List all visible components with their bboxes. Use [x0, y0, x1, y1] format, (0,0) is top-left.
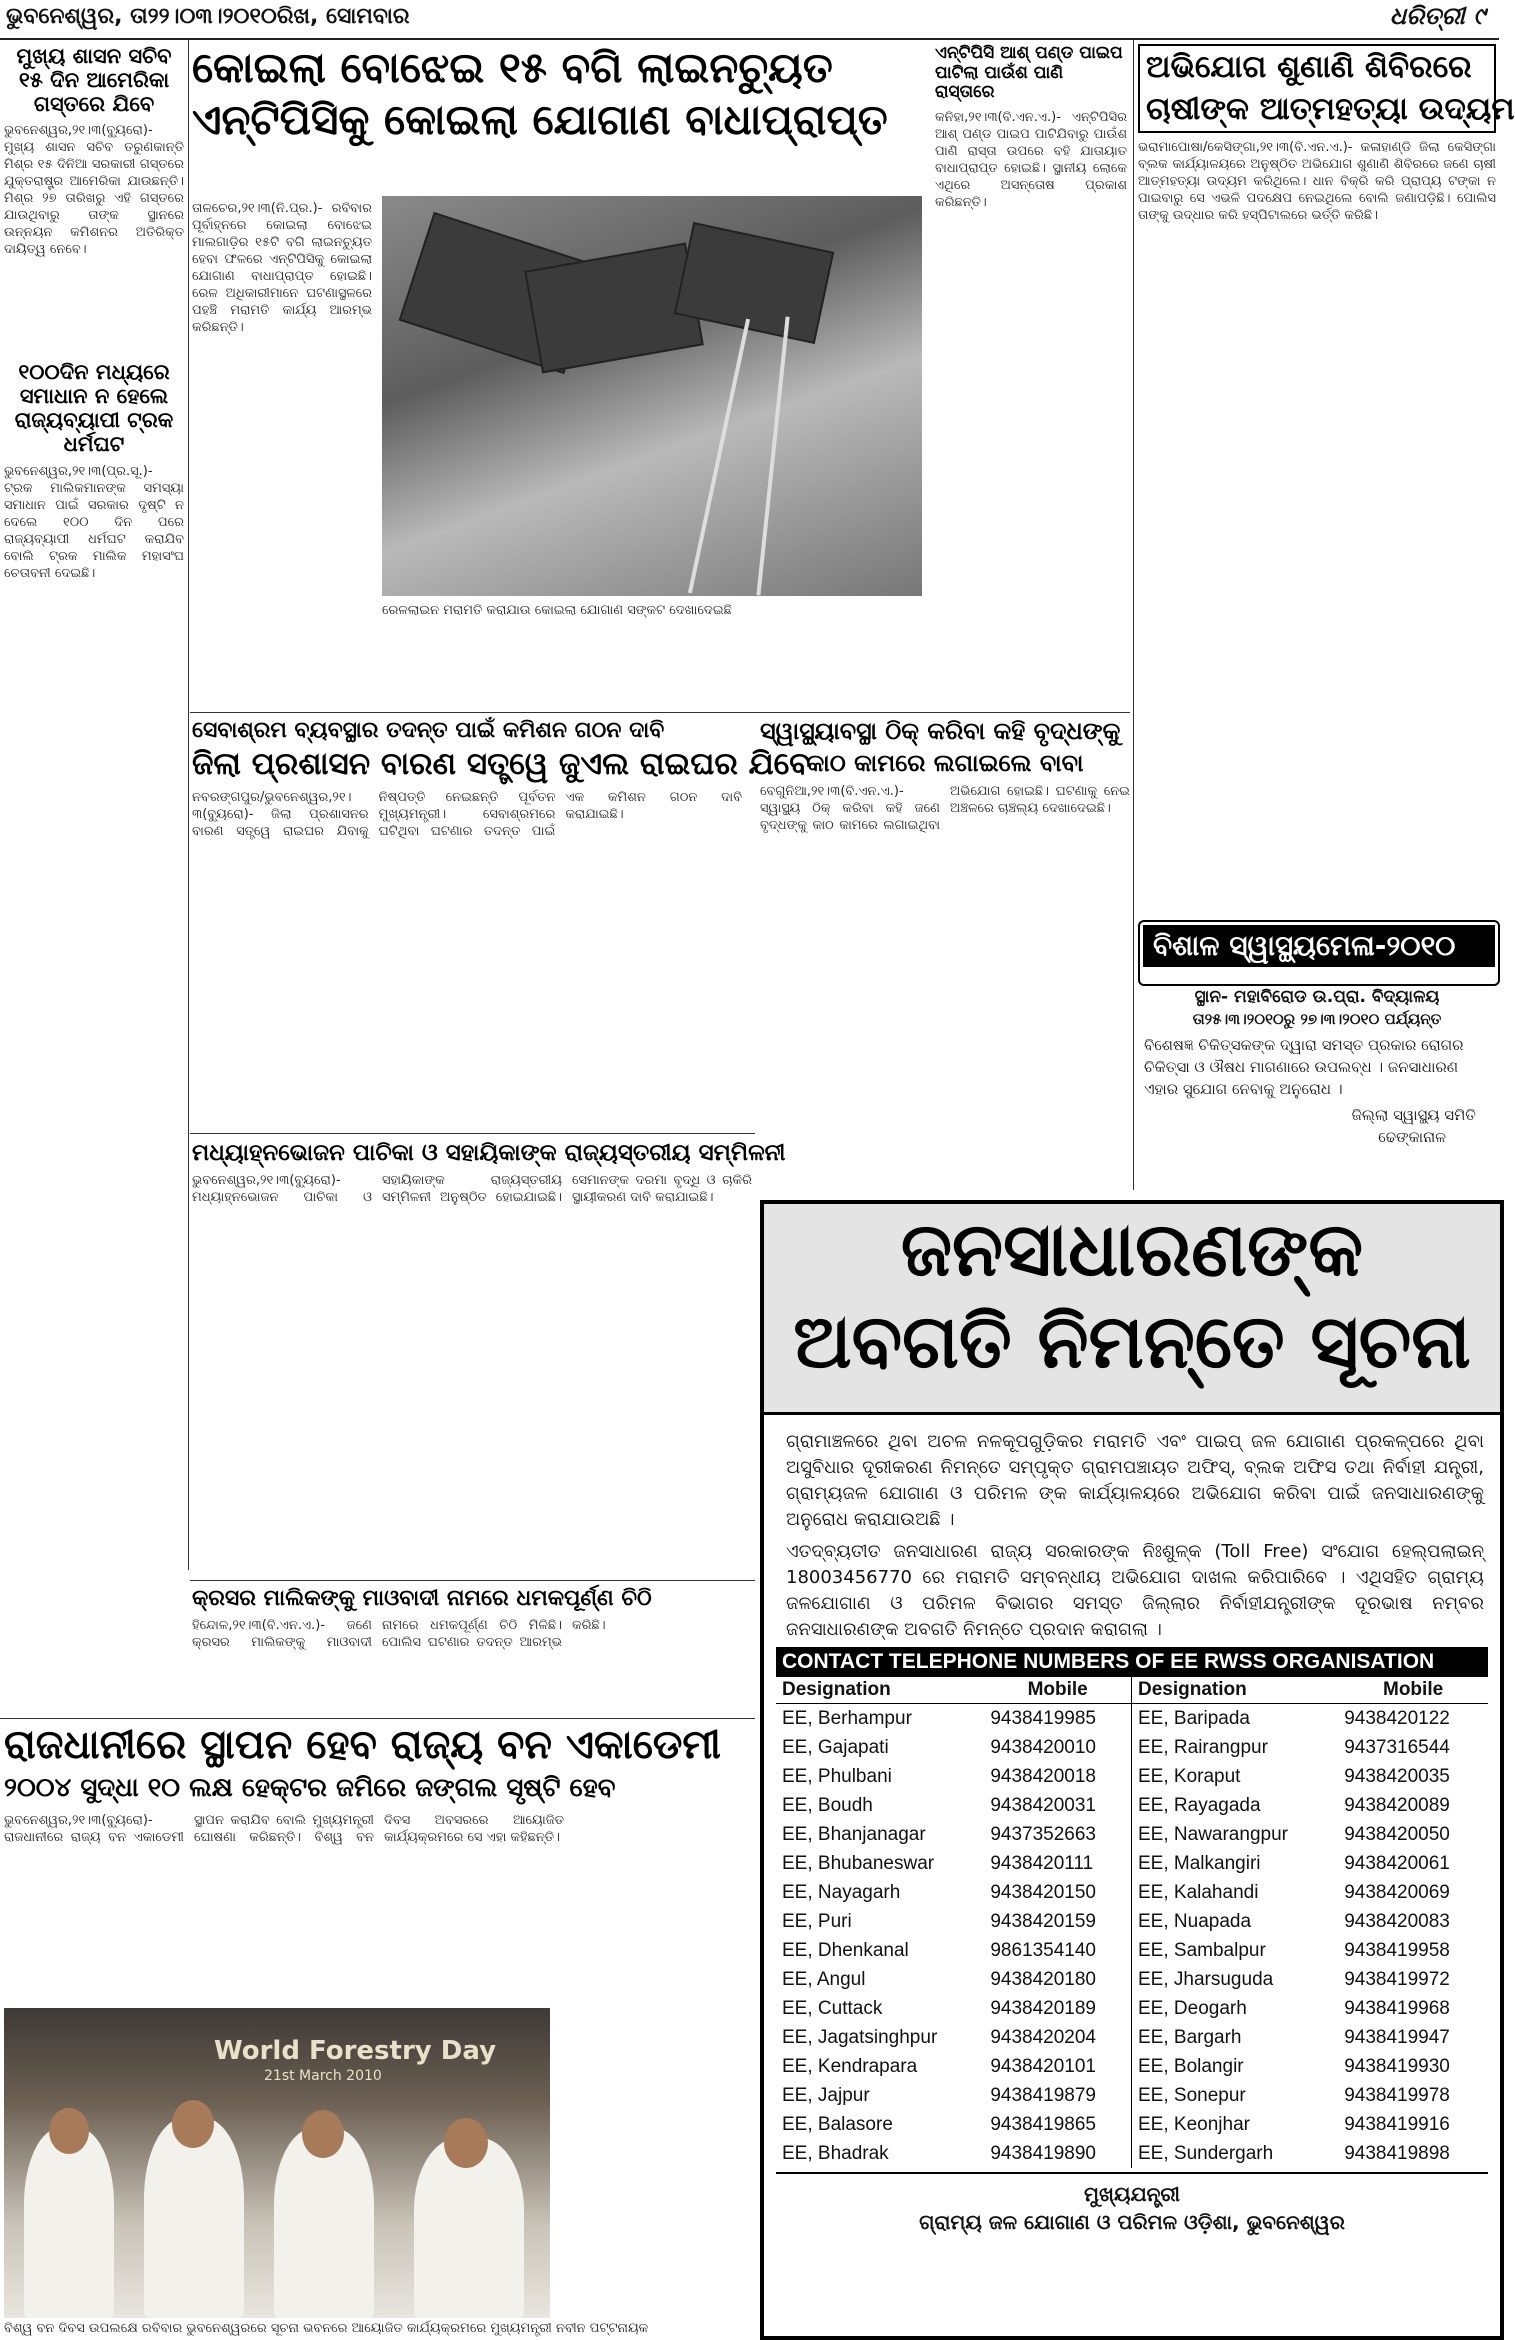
mobile-cell: 9438419890: [990, 2142, 1096, 2164]
table-row: [1132, 1936, 1488, 1965]
designation-cell: EE, Angul: [782, 1968, 866, 1990]
designation-cell: EE, Phulbani: [782, 1765, 892, 1787]
article-body: କନିହା,୨୧।୩(ବି.ଏନ.ଏ.)- ଏନ୍‌ଟିପିସିର ଆଶ୍‌ ପଣ୍ଡ ପାଇପ ପାଟିଯିବାରୁ ପାଉଁଶ ପାଣି ରାସ୍ତା ଉପରେ ବହି ଯାତାୟାତ ବାଧାପ୍ରାପ୍ତ ହୋଇଛି। ସ୍ଥାନୀୟ ଲୋକେ ଏଥିରେ ଅସନ୍ତୋଷ ପ୍ରକାଶ କରିଛନ୍ତି।: [935, 109, 1127, 210]
mobile-cell: 9861354140: [990, 1939, 1096, 1961]
mobile-cell: 9438419972: [1344, 1968, 1450, 1990]
article-headline: ମୁଖ୍ୟ ଶାସନ ସଚିବ ୧୫ ଦିନ ଆମେରିକା ଗସ୍ତରେ ଯିବେ: [16, 44, 172, 117]
article-truck-strike: [4, 360, 184, 1553]
table-row: [776, 1762, 1132, 1791]
section-rule: [190, 712, 1130, 713]
mobile-cell: 9437316544: [1344, 1736, 1450, 1758]
notice-paragraph-2: ଏତଦ୍‌ବ୍ୟତୀତ ଜନସାଧାରଣ ରାଜ୍ୟ ସରକାରଙ୍କ ନିଃଶୁଳ୍କ (Toll Free) ସଂଯୋଗ ହେଲ୍‌ପଲାଇନ୍ 18003456770 ରେ ମରାମତି ସମ୍ବନ୍ଧୀୟ ଅଭିଯୋଗ ଦାଖଲ କରିପାରିବେ । ଏଥିସହିତ ଗ୍ରାମ୍ୟ ଜଳଯୋଗାଣ ଓ ପରିମଳ ବିଭାଗର ସମସ୍ତ ଜିଲ୍ଲାର ନିର୍ବାହୀଯନ୍ତ୍ରୀଙ୍କ ଦୂରଭାଷ ନମ୍ବର ଜନସାଧାରଣଙ୍କ ଅବଗତି ନିମନ୍ତେ ପ୍ରଦାନ କରାଗଲା ।: [786, 1541, 1484, 1640]
mobile-cell: 9438420150: [990, 1881, 1096, 1903]
mobile-cell: 9438419879: [990, 2084, 1096, 2106]
article-body: ଭୁବନେଶ୍ୱର,୨୧।୩(ବ୍ୟୁରୋ)- ରାଜଧାନୀରେ ରାଜ୍ୟ ବନ ଏକାଡେମୀ ସ୍ଥାପନ କରାଯିବ ବୋଲି ମୁଖ୍ୟମନ୍ତ୍ରୀ ଘୋଷଣା କରିଛନ୍ତି। ବିଶ୍ୱ ବନ ଦିବସ ଅବସରରେ ଆୟୋଜିତ କାର୍ଯ୍ୟକ୍ରମରେ ସେ ଏହା କହିଛନ୍ତି।: [4, 1812, 564, 1845]
section-rule: [190, 1133, 755, 1134]
mobile-cell: 9438420031: [990, 1794, 1096, 1816]
designation-cell: EE, Dhenkanal: [782, 1939, 909, 1961]
article-ash-pipe: [935, 44, 1127, 709]
designation-cell: EE, Koraput: [1138, 1765, 1241, 1787]
article-body: ଭରାମାପୋଷା/କେସିଙ୍ଗା,୨୧।୩(ବି.ଏନ.ଏ.)- କଳାହାଣ୍ଡି ଜିଲା କେସିଙ୍ଗା ବ୍ଲକ କାର୍ଯ୍ୟାଳୟରେ ଅନୁଷ୍ଠିତ ଅଭିଯୋଗ ଶୁଣାଣି ଶିବିରରେ ଜଣେ ଚାଷୀ ଆତ୍ମହତ୍ୟା ଉଦ୍ୟମ କରିଥିଲେ। ଧାନ ବିକ୍ରି କରି ପ୍ରାପ୍ୟ ଟଙ୍କା ନ ପାଇବାରୁ ସେ ଏଭଳି ପଦକ୍ଷେପ ନେଇଥିଲେ ବୋଲି ଜଣାପଡ଼ିଛି। ପୋଲିସ ତାଙ୍କୁ ଉଦ୍ଧାର କରି ହସ୍ପିଟାଲରେ ଭର୍ତ୍ତି କରିଛି।: [1138, 140, 1496, 224]
mobile-cell: 9438419978: [1344, 2084, 1450, 2106]
designation-cell: EE, Nayagarh: [782, 1881, 901, 1903]
mobile-cell: 9438419930: [1344, 2055, 1450, 2077]
mobile-cell: 9438420122: [1344, 1707, 1450, 1729]
article-farmer-suicide-attempt: [1138, 44, 1515, 839]
designation-cell: EE, Jagatsinghpur: [782, 2026, 938, 2048]
table-row: [776, 2023, 1132, 2052]
designation-cell: EE, Nawarangpur: [1138, 1823, 1288, 1845]
designation-cell: EE, Bhanjanagar: [782, 1823, 926, 1845]
table-row: [1132, 1849, 1488, 1878]
table-row: [776, 1733, 1132, 1762]
mobile-cell: 9438420035: [1344, 1765, 1450, 1787]
health-fair-venue: ସ୍ଥାନ- ମହାବିରୋଡ ଉ.ପ୍ରା. ବିଦ୍ୟାଳୟ: [1194, 987, 1440, 1007]
article-headline: ଏନ୍‌ଟିପିସି ଆଶ୍‌ ପଣ୍ଡ ପାଇପ ପାଟିଲା ପାଉଁଶ ପାଣି ରାସ୍ତାରେ: [935, 43, 1123, 103]
table-row: [1132, 2139, 1488, 2168]
table-row: [1132, 1733, 1488, 1762]
article-cs-visit: [4, 44, 184, 322]
column-rule: [188, 40, 189, 1570]
date-line: ଭୁବନେଶ୍ୱର, ତା୨୨।୦୩।୨୦୧୦ରିଖ, ସୋମବାର: [6, 4, 410, 29]
photo-caption: ବିଶ୍ୱ ବନ ଦିବସ ଉପଲକ୍ଷେ ରବିବାର ଭୁବନେଶ୍ୱରରେ ସୂଚନା ଭବନରେ ଆୟୋଜିତ କାର୍ଯ୍ୟକ୍ରମରେ ମୁଖ୍ୟମନ୍ତ୍ରୀ ନବୀନ ପଟ୍ଟନାୟକ: [4, 2321, 649, 2336]
mobile-cell: 9438419968: [1344, 1997, 1450, 2019]
designation-cell: EE, Sambalpur: [1138, 1939, 1266, 1961]
designation-cell: EE, Rayagada: [1138, 1794, 1261, 1816]
article-headline: କ୍ରସର ମାଲିକଙ୍କୁ ମାଓବାଦୀ ନାମରେ ଧମକପୂର୍ଣ୍ଣ ଚିଠି: [192, 1586, 652, 1611]
article-body: ହିନ୍ଦୋଳ,୨୧।୩(ବି.ଏନ.ଏ.)- ଜଣେ କ୍ରସର ମାଲିକଙ୍କୁ ମାଓବାଦୀ ନାମରେ ଧମକପୂର୍ଣ୍ଣ ଚିଠି ମିଳିଛି। ପୋଲିସ ଘଟଣାର ତଦନ୍ତ ଆରମ୍ଭ କରିଛି।: [192, 1618, 606, 1651]
article-coal-derail: [192, 44, 927, 145]
table-row: [776, 2139, 1132, 2168]
mobile-cell: 9438420111: [990, 1852, 1094, 1874]
article-body: ଭୁବନେଶ୍ୱର,୨୧।୩(ବ୍ୟୁରୋ)- ମଧ୍ୟାହ୍ନଭୋଜନ ପାଚିକା ଓ ସହାୟିକାଙ୍କ ରାଜ୍ୟସ୍ତରୀୟ ସମ୍ମିଳନୀ ଅନୁଷ୍ଠିତ ହୋଇଯାଇଛି। ସେମାନଙ୍କ ଦରମା ବୃଦ୍ଧି ଓ ଚାକିରି ସ୍ଥାୟୀକରଣ ଦାବି କରାଯାଇଛି।: [192, 1173, 752, 1206]
designation-cell: EE, Berhampur: [782, 1707, 912, 1729]
forestry-day-banner-date: 21st March 2010: [264, 2068, 382, 2084]
article-subheadline: ୨୦୦୪ ସୁଦ୍ଧା ୧୦ ଲକ୍ଷ ହେକ୍ଟର ଜମିରେ ଜଙ୍ଗଲ ସୃଷ୍ଟି ହେବ: [4, 1773, 616, 1803]
health-fair-notice: [1138, 920, 1500, 986]
table-row: [1132, 2052, 1488, 2081]
table-row: [776, 1704, 1132, 1734]
designation-cell: EE, Malkangiri: [1138, 1852, 1261, 1874]
article-body: ଭୁବନେଶ୍ୱର,୨୧।୩(ବ୍ୟୁରୋ)- ମୁଖ୍ୟ ଶାସନ ସଚିବ ତରୁଣକାନ୍ତି ମିଶ୍ର ୧୫ ଦିନିଆ ସରକାରୀ ଗସ୍ତରେ ଯୁକ୍ତରାଷ୍ଟ୍ର ଆମେରିକା ଯାଉଛନ୍ତି। ମିଶ୍ର ୨୭ ତାରିଖରୁ ଏହି ଗସ୍ତରେ ଯାଉଥିବାରୁ ତାଙ୍କ ସ୍ଥାନରେ ଉନ୍ନୟନ କମିଶନର ଅତିରିକ୍ତ ଦାୟିତ୍ୱ ନେବେ।: [4, 123, 184, 258]
mobile-cell: 9438420101: [990, 2055, 1096, 2077]
table-row: [776, 1965, 1132, 1994]
designation-cell: EE, Keonjhar: [1138, 2113, 1250, 2135]
table-row: [776, 1878, 1132, 1907]
health-fair-dates: ତା୨୫।୩।୨୦୧୦ରୁ ୨୭।୩।୨୦୧୦ ପର୍ଯ୍ୟନ୍ତ: [1192, 1010, 1442, 1028]
mobile-cell: 9438420069: [1344, 1881, 1450, 1903]
section-rule: [0, 1718, 755, 1719]
designation-cell: EE, Puri: [782, 1910, 852, 1932]
table-row: [1132, 1791, 1488, 1820]
designation-cell: EE, Balasore: [782, 2113, 893, 2135]
table-row: [1132, 1820, 1488, 1849]
health-fair-note: ବିଶେଷଜ୍ଞ ଚିକିତ୍ସକଙ୍କ ଦ୍ୱାରା ସମସ୍ତ ପ୍ରକାର ରୋଗର ଚିକିତ୍ସା ଓ ଔଷଧ ମାଗଣାରେ ଉପଲବ୍ଧ । ଜନସାଧାରଣ ଏହାର ସୁଯୋଗ ନେବାକୁ ଅନୁରୋଧ ।: [1144, 1036, 1464, 1098]
public-notice-advertisement: [760, 1200, 1504, 2340]
mobile-cell: 9438420083: [1344, 1910, 1450, 1932]
notice-title-block: [764, 1204, 1500, 1415]
mobile-cell: 9438420018: [990, 1765, 1096, 1787]
health-fair-signature: ଜିଲ୍ଲା ସ୍ୱାସ୍ଥ୍ୟ ସମିତି: [1351, 1106, 1476, 1124]
health-fair-details: [1138, 986, 1496, 1186]
table-row: [776, 1849, 1132, 1878]
notice-paragraph-1: ଗ୍ରାମାଞ୍ଚଳରେ ଥିବା ଅଚଳ ନଳକୂପଗୁଡ଼ିକର ମରାମତି ଏବଂ ପାଇପ୍ ଜଳ ଯୋଗାଣ ପ୍ରକଳ୍ପରେ ଥିବା ଅସୁବିଧାର ଦୂରୀକରଣ ନିମନ୍ତେ ସମ୍ପୃକ୍ତ ଗ୍ରାମପଞ୍ଚାୟତ ଅଫିସ୍, ବ୍ଲକ ଅଫିସ ତଥା ନିର୍ବାହୀ ଯନ୍ତ୍ରୀ, ଗ୍ରାମ୍ୟଜଳ ଯୋଗାଣ ଓ ପରିମଳ ଙ୍କ କାର୍ଯ୍ୟାଳୟରେ ଅଭିଯୋଗ କରିବା ପାଇଁ ଜନସାଧାରଣଙ୍କୁ ଅନୁରୋଧ କରାଯାଉଅଛି ।: [786, 1431, 1484, 1530]
mobile-cell: 9438419958: [1344, 1939, 1450, 1961]
designation-cell: EE, Kalahandi: [1138, 1881, 1259, 1903]
designation-cell: EE, Jharsuguda: [1138, 1968, 1274, 1990]
column-header-designation: Designation: [1132, 1677, 1338, 1704]
photo-caption: ରେଳଲାଇନ ମରାମତି କରାଯାଉ କୋଇଲା ଯୋଗାଣ ସଙ୍କଟ ଦେଖାଦେଇଛି: [382, 603, 732, 618]
mobile-cell: 9438419898: [1344, 2142, 1450, 2164]
designation-cell: EE, Rairangpur: [1138, 1736, 1268, 1758]
article-headline: ମଧ୍ୟାହ୍ନଭୋଜନ ପାଚିକା ଓ ସହାୟିକାଙ୍କ ରାଜ୍ୟସ୍ତରୀୟ ସମ୍ମିଳନୀ: [192, 1140, 786, 1166]
newspaper-brand: ଧରିତ୍ରୀ ୯: [1389, 2, 1485, 30]
article-jewel-raighar: [192, 718, 811, 1129]
contact-table-right: [1132, 1677, 1488, 2168]
designation-cell: EE, Bargarh: [1138, 2026, 1242, 2048]
article-headline: ସ୍ୱାସ୍ଥ୍ୟାବସ୍ଥା ଠିକ୍‌ କରିବା କହି ବୃଦ୍ଧଙ୍କୁ: [760, 717, 1121, 745]
article-baba: [760, 718, 1130, 1168]
article-midday-meal: [192, 1140, 786, 1582]
article-headline: କୋଇଲା ବୋଝେଇ ୧୫ ବଗି ଲାଇନଚ୍ୟୁତ: [192, 43, 833, 92]
mobile-cell: 9438420189: [990, 1997, 1096, 2019]
article-forest-academy: [4, 1722, 754, 1987]
mobile-cell: 9437352663: [990, 1823, 1096, 1845]
designation-cell: EE, Nuapada: [1138, 1910, 1252, 1932]
designation-cell: EE, Bhubaneswar: [782, 1852, 935, 1874]
notice-title-line2: ଅବଗତି ନିମନ୍ତେ ସୂଚନା: [793, 1299, 1471, 1385]
table-row: [1132, 1762, 1488, 1791]
article-headline: ରାଜଧାନୀରେ ସ୍ଥାପନ ହେବ ରାଜ୍ୟ ବନ ଏକାଡେମୀ: [4, 1722, 722, 1768]
notice-department: ଗ୍ରାମ୍ୟ ଜଳ ଯୋଗାଣ ଓ ପରିମଳ ଓଡ଼ିଶା, ଭୁବନେଶ୍ୱର: [919, 2210, 1345, 2234]
article-subheadline: ଏନ୍‌ଟିପିସିକୁ କୋଇଲା ଯୋଗାଣ ବାଧାପ୍ରାପ୍ତ: [192, 95, 888, 145]
designation-cell: EE, Sundergarh: [1138, 2142, 1274, 2164]
notice-signatory: ମୁଖ୍ୟଯନ୍ତ୍ରୀ: [1084, 2182, 1180, 2206]
derailed-train-photo: [382, 196, 922, 596]
table-row: [776, 1820, 1132, 1849]
table-row: [1132, 2110, 1488, 2139]
mobile-cell: 9438420204: [990, 2026, 1096, 2048]
designation-cell: EE, Boudh: [782, 1794, 873, 1816]
table-row: [1132, 1704, 1488, 1734]
mobile-cell: 9438420010: [990, 1736, 1096, 1758]
table-row: [776, 1791, 1132, 1820]
article-headline: ୧୦୦ଦିନ ମଧ୍ୟରେ ସମାଧାନ ନ ହେଲେ ରାଜ୍ୟବ୍ୟାପୀ ଟ୍ରକ ଧର୍ମଘଟ: [14, 360, 174, 457]
article-headline: ଅଭିଯୋଗ ଶୁଣାଣି ଶିବିରରେ: [1146, 49, 1472, 85]
table-row: [1132, 1907, 1488, 1936]
column-rule: [1133, 40, 1134, 1190]
table-row: [1132, 1965, 1488, 1994]
table-row: [776, 1994, 1132, 2023]
table-row: [1132, 1994, 1488, 2023]
table-row: [1132, 2023, 1488, 2052]
article-kicker: ସେବାଶ୍ରମ ବ୍ୟବସ୍ଥାର ତଦନ୍ତ ପାଇଁ କମିଶନ ଗଠନ ଦାବି: [192, 718, 665, 743]
article-body: ନବରଙ୍ଗପୁର/ଭୁବନେଶ୍ୱର,୨୧।୩(ବ୍ୟୁରୋ)- ଜିଲା ପ୍ରଶାସନର ବାରଣ ସତ୍ତ୍ୱେ ରାଇଘର ଯିବାକୁ ନିଷ୍ପତ୍ତି ନେଇଛନ୍ତି ପୂର୍ବତନ ମୁଖ୍ୟମନ୍ତ୍ରୀ। ସେବାଶ୍ରମରେ ଘଟିଥିବା ଘଟଣାର ତଦନ୍ତ ପାଇଁ ଏକ କମିଶନ ଗଠନ ଦାବି କରାଯାଇଛି।: [192, 789, 742, 839]
table-row: [776, 2081, 1132, 2110]
table-row: [776, 1936, 1132, 1965]
notice-title-line1: ଜନସାଧାରଣଙ୍କ: [900, 1207, 1364, 1293]
column-header-designation: Designation: [776, 1677, 984, 1704]
article-subheadline: ଚାଷୀଙ୍କ ଆତ୍ମହତ୍ୟା ଉଦ୍ୟମ: [1146, 90, 1515, 127]
designation-cell: EE, Gajapati: [782, 1736, 889, 1758]
table-row: [776, 2052, 1132, 2081]
designation-cell: EE, Kendrapara: [782, 2055, 918, 2077]
article-headline: ଜିଲା ପ୍ରଶାସନ ବାରଣ ସତ୍ତ୍ୱେ ଜୁଏଲ ରାଇଘର ଯିବେ: [192, 746, 811, 783]
mobile-cell: 9438420089: [1344, 1794, 1450, 1816]
contact-table: [764, 1677, 1500, 2168]
article-body: ତାଳଚେର,୨୧।୩(ନି.ପ୍ର.)- ରବିବାର ପୂର୍ବାହ୍ନରେ କୋଇଲା ବୋଝେଇ ମାଲଗାଡ଼ିର ୧୫ଟି ବଗି ଲାଇନଚ୍ୟୁତ ହେବା ଫଳରେ ଏନ୍‌ଟିପିସିକୁ କୋଇଲା ଯୋଗାଣ ବାଧାପ୍ରାପ୍ତ ହୋଇଛି। ରେଳ ଅଧିକାରୀମାନେ ଘଟଣାସ୍ଥଳରେ ପହଞ୍ଚି ମରାମତି କାର୍ଯ୍ୟ ଆରମ୍ଭ କରିଛନ୍ତି।: [192, 201, 372, 335]
health-fair-place: ଢେଙ୍କାନାଳ: [1378, 1128, 1446, 1146]
mobile-cell: 9438419947: [1344, 2026, 1450, 2048]
article-subheadline: କାଠ କାମରେ ଲଗାଇଲେ ବାବା: [806, 748, 1084, 777]
designation-cell: EE, Sonepur: [1138, 2084, 1246, 2106]
forestry-day-photo: [4, 2008, 550, 2318]
table-row: [776, 1907, 1132, 1936]
page-header: [0, 0, 1499, 40]
designation-cell: EE, Cuttack: [782, 1997, 883, 2019]
designation-cell: EE, Jajpur: [782, 2084, 870, 2106]
designation-cell: EE, Bolangir: [1138, 2055, 1244, 2077]
mobile-cell: 9438419916: [1344, 2113, 1450, 2135]
column-header-mobile: Mobile: [984, 1677, 1131, 1704]
mobile-cell: 9438420159: [990, 1910, 1096, 1932]
contact-table-left: [776, 1677, 1132, 2168]
article-body: ଭୁବନେଶ୍ୱର,୨୧।୩(ପ୍ର.ସୂ.)- ଟ୍ରକ ମାଲିକମାନଙ୍କ ସମସ୍ୟା ସମାଧାନ ପାଇଁ ସରକାର ଦୃଷ୍ଟି ନ ଦେଲେ ୧୦୦ ଦିନ ପରେ ରାଜ୍ୟବ୍ୟାପୀ ଧର୍ମଘଟ କରାଯିବ ବୋଲି ଟ୍ରକ ମାଲିକ ମହାସଂଘ ଚେତାବନୀ ଦେଇଛି।: [4, 463, 184, 581]
table-row: [776, 2110, 1132, 2139]
table-row: [1132, 1878, 1488, 1907]
contact-table-title: CONTACT TELEPHONE NUMBERS OF EE RWSS ORGANISATION: [776, 1647, 1488, 1677]
notice-footer: [776, 2172, 1488, 2236]
mobile-cell: 9438420061: [1344, 1852, 1450, 1874]
mobile-cell: 9438420050: [1344, 1823, 1450, 1845]
designation-cell: EE, Deogarh: [1138, 1997, 1247, 2019]
table-row: [1132, 2081, 1488, 2110]
column-header-mobile: Mobile: [1338, 1677, 1488, 1704]
designation-cell: EE, Bhadrak: [782, 2142, 889, 2164]
mobile-cell: 9438419865: [990, 2113, 1096, 2135]
designation-cell: EE, Baripada: [1138, 1707, 1250, 1729]
article-crusher-threat: [192, 1586, 752, 1697]
mobile-cell: 9438420180: [990, 1968, 1096, 1990]
health-fair-title: ବିଶାଳ ସ୍ୱାସ୍ଥ୍ୟମେଳା-୨୦୧୦: [1143, 925, 1495, 967]
forestry-day-banner-title: World Forestry Day: [214, 2036, 497, 2066]
mobile-cell: 9438419985: [990, 1707, 1096, 1729]
article-body: ବେଗୁନିଆ,୨୧।୩(ବି.ଏନ.ଏ.)- ସ୍ୱାସ୍ଥ୍ୟ ଠିକ୍‌ କରିବା କହି ଜଣେ ବୃଦ୍ଧଙ୍କୁ କାଠ କାମରେ ଲଗାଇଥିବା ଅଭିଯୋଗ ହୋଇଛି। ଘଟଣାକୁ ନେଇ ଅଞ୍ଚଳରେ ଚାଞ୍ଚଲ୍ୟ ଦେଖାଦେଇଛି।: [760, 784, 1130, 834]
